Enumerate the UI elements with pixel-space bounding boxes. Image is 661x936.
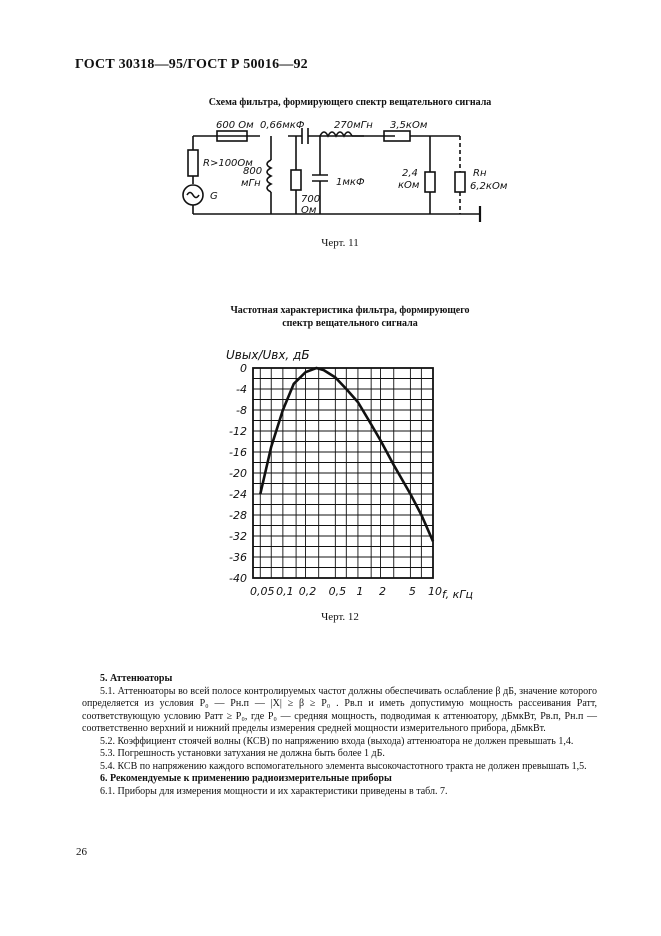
- chart-xtick-label: 1: [356, 585, 364, 598]
- section-5: [82, 673, 597, 798]
- chart-ytick-label: -8: [236, 404, 247, 417]
- chart-ytick-label: -16: [229, 446, 247, 459]
- label-800: 800: [243, 166, 263, 177]
- label-270-mh: 270мГн: [334, 120, 373, 131]
- chart-ytick-label: -20: [229, 467, 247, 480]
- chart-xtick-label: 5: [408, 585, 416, 598]
- label-rn: Rн: [473, 168, 487, 179]
- chart-ytick-label: -40: [229, 572, 247, 585]
- section5-paragraph-2: 5.2. Коэффициент стоячей волны (КСВ) по напряжению входа (выхода) аттенюатора не должен превышать 1,4.: [100, 735, 574, 747]
- figure11-title: Схема фильтра, формирующего спектр вещательного сигнала: [208, 97, 492, 108]
- chart-ytick-label: 0: [240, 362, 247, 375]
- section6-paragraph-1: 6.1. Приборы для измерения мощности и их характеристики приведены в табл. 7.: [100, 785, 448, 797]
- chart-ytick-label: -36: [229, 551, 247, 564]
- chart-ytick-label: -4: [236, 383, 247, 396]
- chart-xtick-label: 0,05: [250, 585, 275, 598]
- label-0-66-uf: 0,66мкФ: [260, 120, 305, 131]
- chart-xtick-label: 2: [379, 585, 387, 598]
- section6-heading: 6. Рекомендуемые к применению радиоизмерительные приборы: [100, 773, 392, 784]
- section5-heading: 5. Аттенюаторы: [100, 673, 173, 684]
- label-600-ohm: 600 Ом: [216, 120, 254, 131]
- label-1-uf: 1мкФ: [336, 177, 365, 188]
- section5-paragraph-4: 5.4. КСВ по напряжению каждого вспомогательного элемента высокочастотного тракта не должен превышать 1,5.: [100, 760, 587, 772]
- chart-xlabel: f, кГц: [442, 588, 473, 601]
- figure12-title-line2: спектр вещательного сигнала: [282, 318, 418, 329]
- chart-xtick-label: 0,5: [328, 585, 347, 598]
- label-generator: G: [210, 191, 218, 202]
- chart-ytick-label: -32: [229, 530, 247, 543]
- document-header: ГОСТ 30318—95/ГОСТ Р 50016—92: [75, 57, 308, 72]
- label-700-ohm: Ом: [301, 205, 317, 216]
- section5-paragraph-3: 5.3. Погрешность установки затухания не должна быть более 1 дБ.: [100, 748, 385, 759]
- section5-paragraph-1: 5.1. Аттенюаторы во всей полосе контролируемых частот должны обеспечивать ослабление β дБ, значение которого определяется из условия P₀ — Pн.п — |X| ≥ β ≥ P₀ . Pв.п и иметь допустимую мощность рассеивания Pатт, соответствующую условию Pатт ≥ P₀, где P₀ — средняя мощность, подводимая к аттенюатору, дБмкВт, Pв.п, Pн.п — соответственно верхний и нижний пределы измерения средней мощности измерительного прибора, дБмкВт.: [82, 685, 597, 734]
- label-800-mh: мГн: [241, 178, 261, 189]
- page-number: 26: [76, 846, 87, 858]
- figure12-title-line1: Частотная характеристика фильтра, формирующего: [230, 305, 470, 316]
- chart-xtick-label: 10: [428, 585, 442, 598]
- label-2-4-kohm: кОм: [398, 180, 420, 191]
- chart-xtick-label: 0,2: [298, 585, 317, 598]
- label-3-5-kohm: 3,5кОм: [390, 120, 428, 131]
- label-r-100-ohm: R>100Ом: [203, 158, 253, 169]
- chart-ytick-label: -28: [229, 509, 247, 522]
- chart-ytick-label: -12: [229, 425, 247, 438]
- label-700: 700: [301, 194, 321, 205]
- label-2-4: 2,4: [402, 168, 418, 179]
- chart-ytick-label: -24: [229, 488, 247, 501]
- label-6-2-kohm: 6,2кОм: [470, 181, 508, 192]
- figure12-caption: Черт. 12: [321, 611, 359, 623]
- chart-ylabel: Uвых/Uвх, дБ: [226, 348, 310, 362]
- figure11-caption: Черт. 11: [321, 237, 359, 249]
- chart-xtick-label: 0,1: [276, 585, 294, 598]
